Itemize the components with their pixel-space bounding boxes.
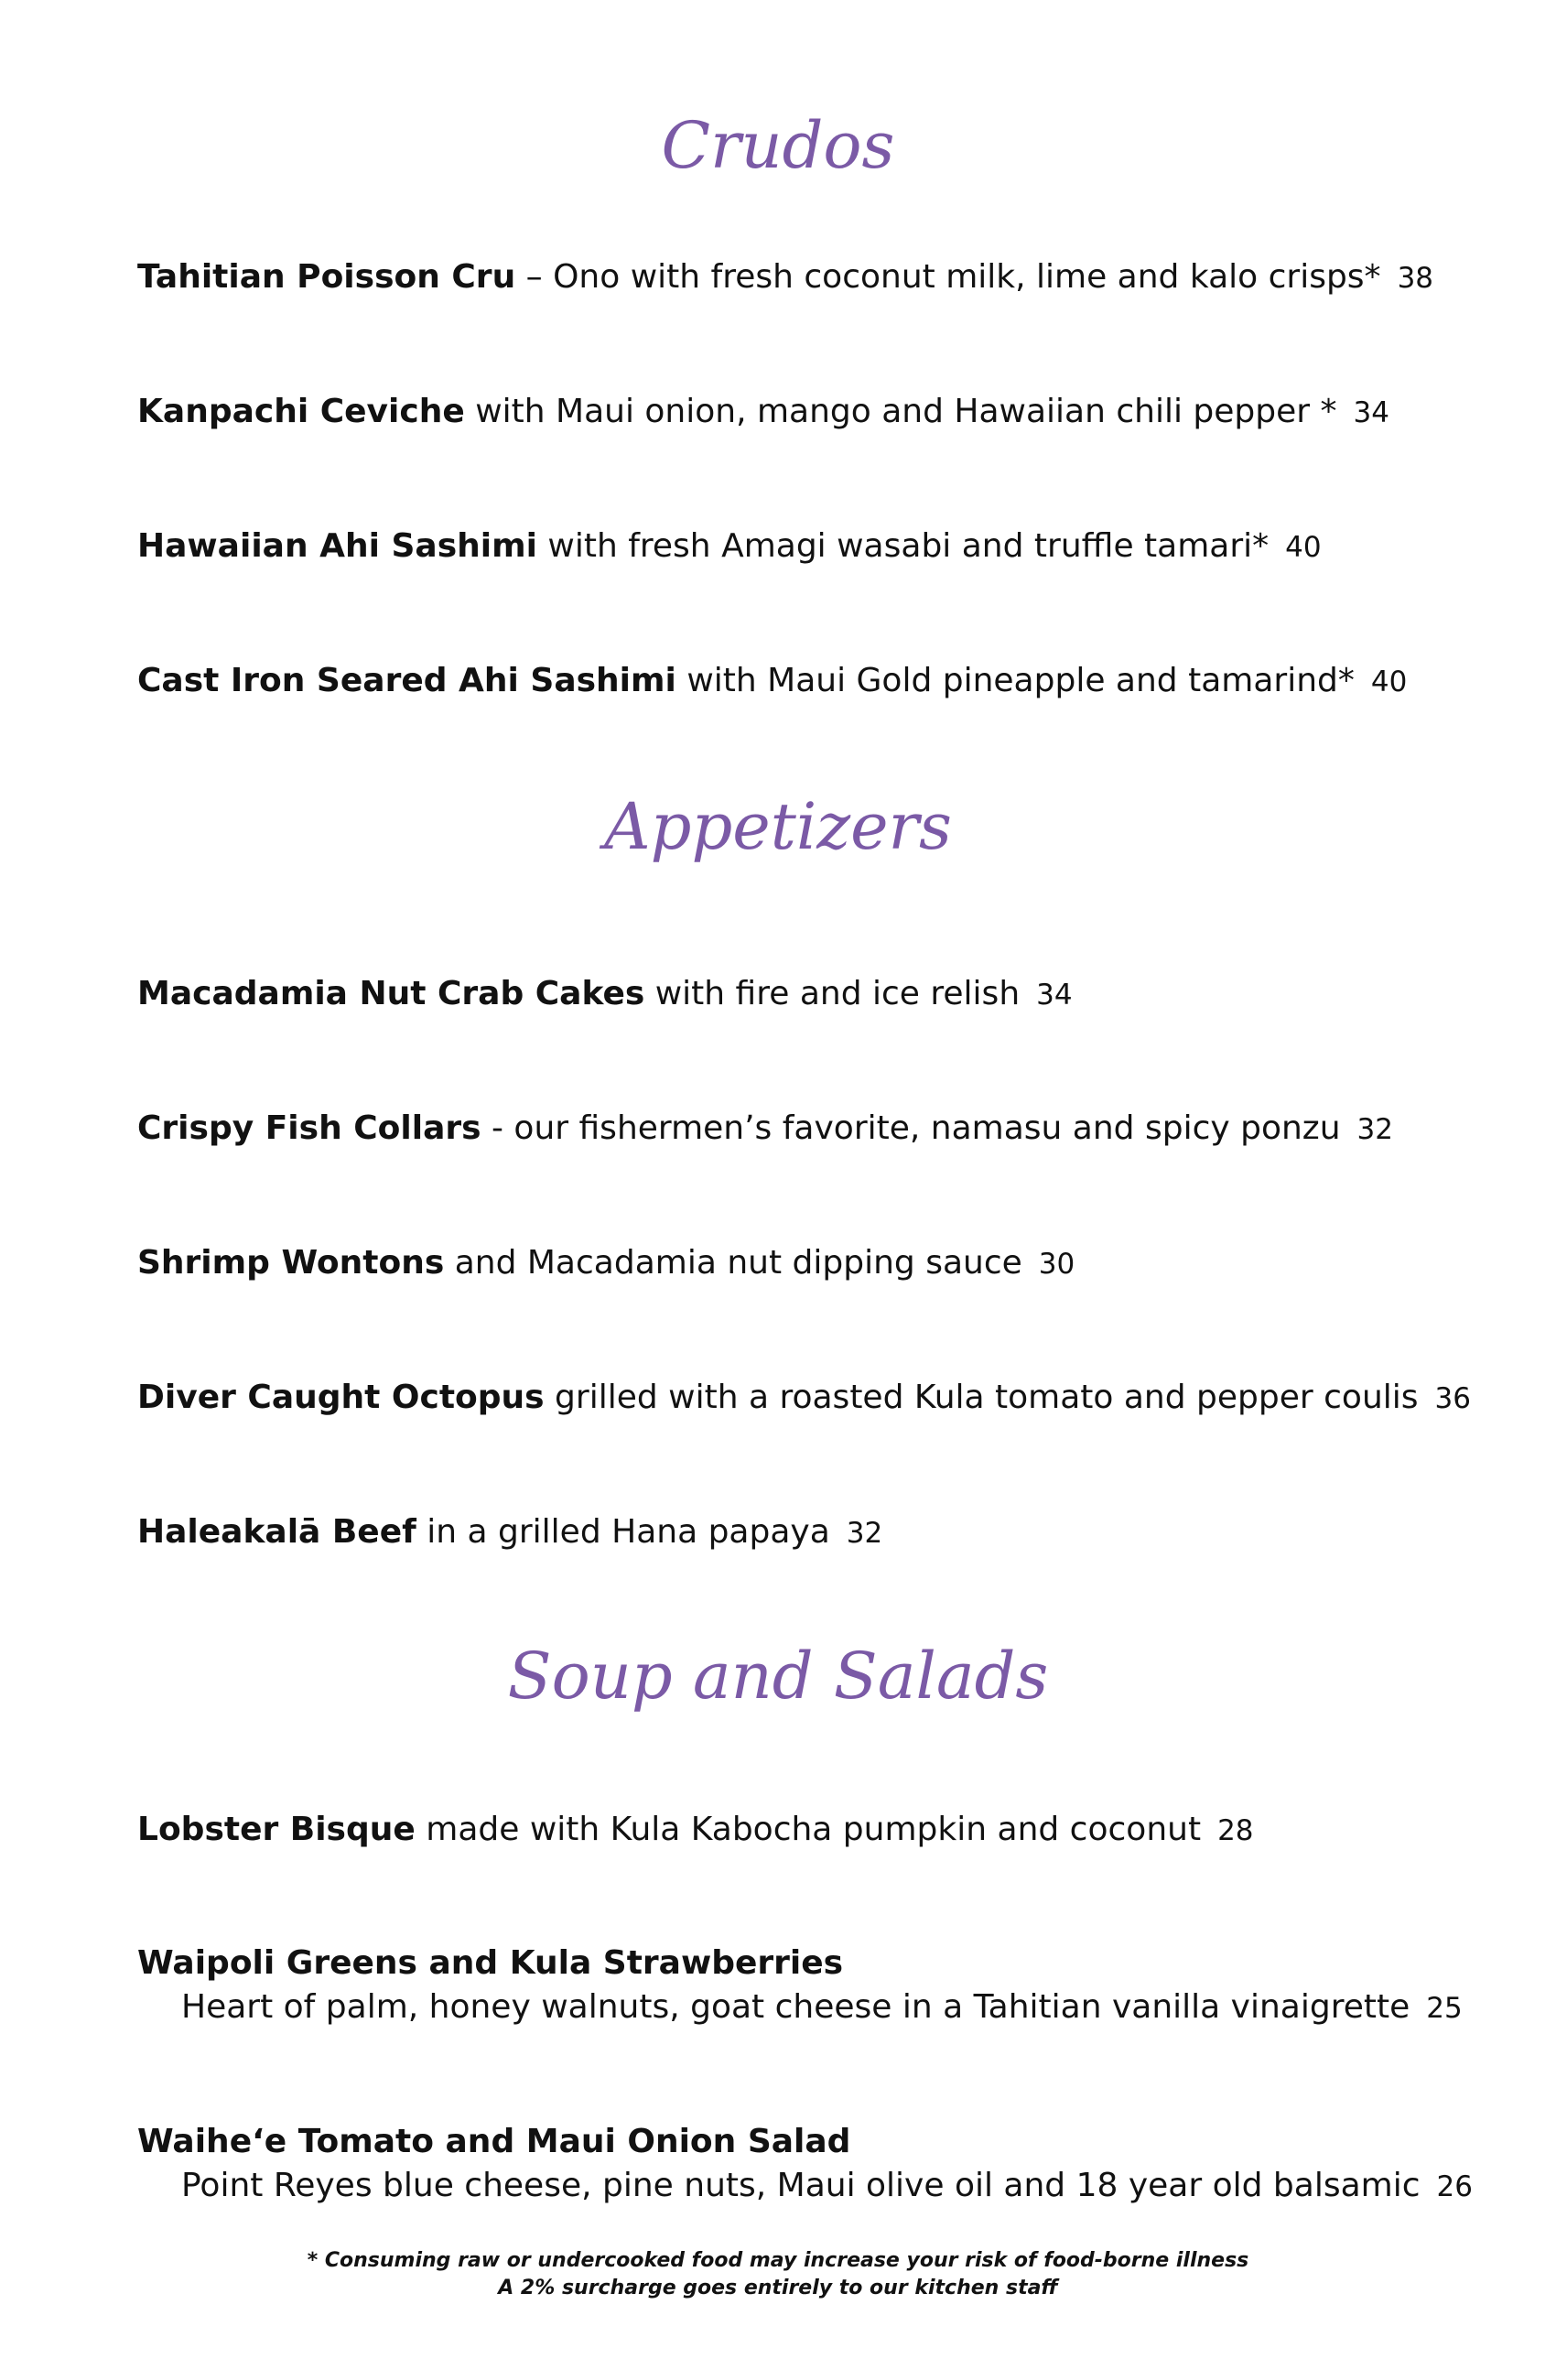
section-title-soup-and-salads: Soup and Salads [507,1639,1049,1714]
item-price: 34 [1353,396,1389,429]
item-name: Lobster Bisque [137,1811,416,1848]
item-description: with fire and ice relish [644,975,1021,1012]
item-price: 28 [1217,1814,1254,1847]
menu-item [137,659,1437,704]
item-description: with Maui onion, mango and Hawaiian chili pepper * [464,393,1337,430]
item-price: 32 [1356,1113,1393,1146]
item-price: 30 [1038,1248,1075,1281]
item-name: Shrimp Wontons [137,1244,445,1282]
item-price: 36 [1434,1382,1471,1415]
menu-item [137,1510,1437,1555]
item-name: Kanpachi Ceviche [137,393,465,430]
menu-item [137,525,1437,569]
item-description: grilled with a roasted Kula tomato and pepper coulis [544,1379,1419,1416]
item-description: with Maui Gold pineapple and tamarind* [675,662,1355,699]
item-name: Macadamia Nut Crab Cakes [137,975,645,1012]
item-description: and Macadamia nut dipping sauce [444,1244,1022,1282]
item-name: Hawaiian Ahi Sashimi [137,527,537,565]
menu-item [137,1808,1437,1853]
footer-line-2: A 2% surcharge goes entirely to our kitchen staff [498,2277,1058,2299]
item-description: made with Kula Kabocha pumpkin and coconut [415,1811,1202,1848]
item-price: 26 [1436,2170,1473,2203]
menu-item [137,255,1437,300]
menu-item [137,1241,1437,1286]
item-price: 38 [1397,262,1434,295]
item-description: in a grilled Hana papaya [416,1513,830,1551]
item-price: 40 [1285,531,1322,564]
item-description: with fresh Amagi wasabi and truffle tamari* [536,527,1270,565]
item-name: Diver Caught Octopus [137,1379,545,1416]
item-price: 40 [1370,665,1408,698]
item-name: Cast Iron Seared Ahi Sashimi [137,662,676,699]
item-name: Tahitian Poisson Cru [137,258,516,296]
menu-item [137,1942,1463,2030]
item-name: Waihe‘e Tomato and Maui Onion Salad [137,2123,851,2160]
section-title-appetizers: Appetizers [604,789,952,864]
item-description: - our fishermen’s favorite, namasu and spicy ponzu [481,1109,1341,1147]
menu-item [137,1376,1471,1421]
menu-item [137,2120,1473,2209]
item-name: Haleakalā Beef [137,1513,416,1551]
item-price: 25 [1426,1992,1463,2025]
item-description: Point Reyes blue cheese, pine nuts, Maui olive oil and 18 year old balsamic [181,2167,1421,2204]
item-price: 34 [1036,979,1073,1012]
menu-item [137,1107,1437,1152]
footer-note [0,2247,1556,2302]
item-name: Waipoli Greens and Kula Strawberries [137,1944,844,1982]
item-description: – Ono with fresh coconut milk, lime and kalo crisps* [515,258,1381,296]
menu-item [137,972,1437,1017]
footer-line-1: * Consuming raw or undercooked food may increase your risk of food-borne illness [307,2249,1249,2272]
item-price: 32 [846,1517,883,1550]
item-description: Heart of palm, honey walnuts, goat cheese in a Tahitian vanilla vinaigrette [181,1988,1410,2026]
section-title-crudos: Crudos [661,108,895,183]
menu-item [137,390,1437,435]
item-name: Crispy Fish Collars [137,1109,481,1147]
